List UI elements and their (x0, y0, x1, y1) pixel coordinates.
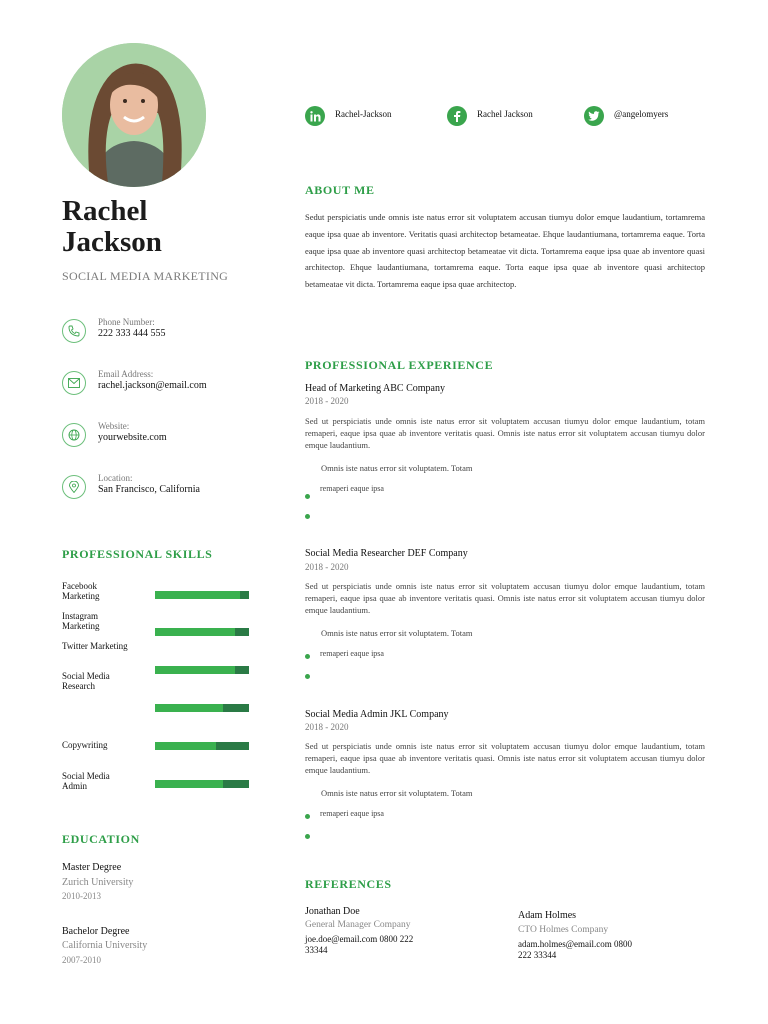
contact-phone (62, 317, 282, 347)
job-description: Sed ut perspiciatis unde omnis iste natus error sit voluptatem accusan tiumyu dolor emque laudantium, totam remaperi, eaque ipsa quae ab inventore veritatis quasi. Omnis iste natus error sit voluptatem accusan tiumyu dolor emque laudantium. (305, 741, 705, 775)
contact-label: Phone Number: (98, 317, 155, 327)
about-text: Sedut perspiciatis unde omnis iste natus error sit voluptatem accusan tiumyu dolor emque laudantium, tortamrema eaque ipsa quae ab inventore. Veritatis quasi architectop betameatae. Ehque laudantiumana, tortamrema eaque. Torta eaque ipsa quae ab inventore quasi architectop betameatae vit dicta. Tortamrema eaque ipsa quae ab inventore quasi architectop. Ehque laudantiumana, tortamrema eaque. Torta eaque ipsa quae ab inventore quasi architectop betameatae vit dicta. Tortamrema eaque ipsa quae architectop. (305, 212, 705, 290)
job-bullet: Omnis iste natus error sit voluptatem. Totam (321, 628, 473, 638)
job-bullet: remaperi eaque ipsa (320, 809, 384, 818)
skill-bar-fill (155, 742, 216, 750)
reference-company: General Manager Company (305, 920, 411, 930)
skill-bar-fill (155, 628, 235, 636)
job-title: Social Media Researcher DEF Company (305, 548, 468, 559)
bullet-dot (305, 654, 310, 659)
skill-bar (155, 666, 249, 674)
skill-bar (155, 742, 249, 750)
experience-title: PROFESSIONAL EXPERIENCE (305, 358, 494, 372)
reference-name: Adam Holmes (518, 910, 577, 921)
job-bullet: remaperi eaque ipsa (320, 484, 384, 493)
skill-bar-fill (155, 780, 223, 788)
about-title: ABOUT ME (305, 183, 375, 197)
reference-company: CTO Holmes Company (518, 925, 609, 935)
last-name: Jackson (62, 226, 162, 258)
skill-name: Social Media Research (62, 671, 110, 691)
location-pin-icon (62, 475, 86, 499)
skill-name: Copywriting (62, 740, 108, 750)
skill-bar (155, 591, 249, 599)
bullet-dot (305, 494, 310, 499)
contact-location (62, 473, 282, 503)
skills-title: PROFESSIONAL SKILLS (62, 547, 213, 561)
skill-name: Twitter Marketing (62, 641, 128, 651)
bullet-dot (305, 514, 310, 519)
profile-photo (62, 43, 206, 187)
skill-bar (155, 704, 249, 712)
education-school: California University (62, 940, 148, 951)
education-years: 2007-2010 (62, 955, 101, 965)
contact-value: rachel.jackson@email.com (98, 380, 207, 391)
skill-bar-fill (155, 704, 223, 712)
contact-website (62, 421, 282, 451)
reference-contact: adam.holmes@email.com 0800 222 33344 (518, 939, 633, 960)
facebook-icon[interactable] (447, 106, 467, 126)
phone-icon (62, 319, 86, 343)
skill-bar (155, 780, 249, 788)
linkedin-icon[interactable] (305, 106, 325, 126)
job-title: Social Media Admin JKL Company (305, 709, 449, 720)
globe-icon (62, 423, 86, 447)
education-school: Zurich University (62, 877, 134, 888)
skill-bar-fill (155, 591, 240, 599)
bullet-dot (305, 674, 310, 679)
job-description: Sed ut perspiciatis unde omnis iste natus error sit voluptatem accusan tiumyu dolor emque laudantium, totam remaperi, eaque ipsa quae ab inventore veritatis quasi. Omnis iste natus error sit voluptatem accusan tiumyu dolor emque laudantium. (305, 416, 705, 450)
contact-value: San Francisco, California (98, 484, 200, 495)
contact-label: Website: (98, 421, 130, 431)
contact-value: yourwebsite.com (98, 432, 167, 443)
skill-bar-fill (155, 666, 235, 674)
candidate-name (62, 196, 162, 258)
skill-name: Instagram Marketing (62, 611, 100, 631)
reference-name: Jonathan Doe (305, 906, 360, 917)
twitter-icon[interactable] (584, 106, 604, 126)
job-dates: 2018 - 2020 (305, 562, 349, 572)
contact-value: 222 333 444 555 (98, 328, 166, 339)
education-years: 2010-2013 (62, 891, 101, 901)
first-name: Rachel (62, 195, 148, 227)
education-degree: Bachelor Degree (62, 926, 130, 937)
job-dates: 2018 - 2020 (305, 396, 349, 406)
education-degree: Master Degree (62, 862, 122, 873)
job-bullet: Omnis iste natus error sit voluptatem. Totam (321, 788, 473, 798)
email-icon (62, 371, 86, 395)
contact-email (62, 369, 282, 399)
job-description: Sed ut perspiciatis unde omnis iste natus error sit voluptatem accusan tiumyu dolor emque laudantium, totam remaperi, eaque ipsa quae ab inventore veritatis quasi. Omnis iste natus error sit voluptatem accusan tiumyu dolor emque laudantium. (305, 581, 705, 615)
job-bullet: Omnis iste natus error sit voluptatem. Totam (321, 463, 473, 473)
social-handle[interactable]: Rachel-Jackson (335, 109, 392, 119)
skill-name: Facebook Marketing (62, 581, 100, 601)
job-title: Head of Marketing ABC Company (305, 383, 445, 394)
references-title: REFERENCES (305, 877, 392, 891)
bullet-dot (305, 814, 310, 819)
job-role: SOCIAL MEDIA MARKETING (62, 269, 229, 283)
job-dates: 2018 - 2020 (305, 722, 349, 732)
contact-label: Location: (98, 473, 133, 483)
skill-name: Social Media Admin (62, 771, 110, 791)
education-title: EDUCATION (62, 832, 140, 846)
reference-contact: joe.doe@email.com 0800 222 33344 (305, 934, 414, 955)
skill-bar (155, 628, 249, 636)
social-handle[interactable]: Rachel Jackson (477, 109, 533, 119)
contact-label: Email Address: (98, 369, 154, 379)
bullet-dot (305, 834, 310, 839)
social-handle[interactable]: @angelomyers (614, 109, 669, 119)
job-bullet: remaperi eaque ipsa (320, 649, 384, 658)
